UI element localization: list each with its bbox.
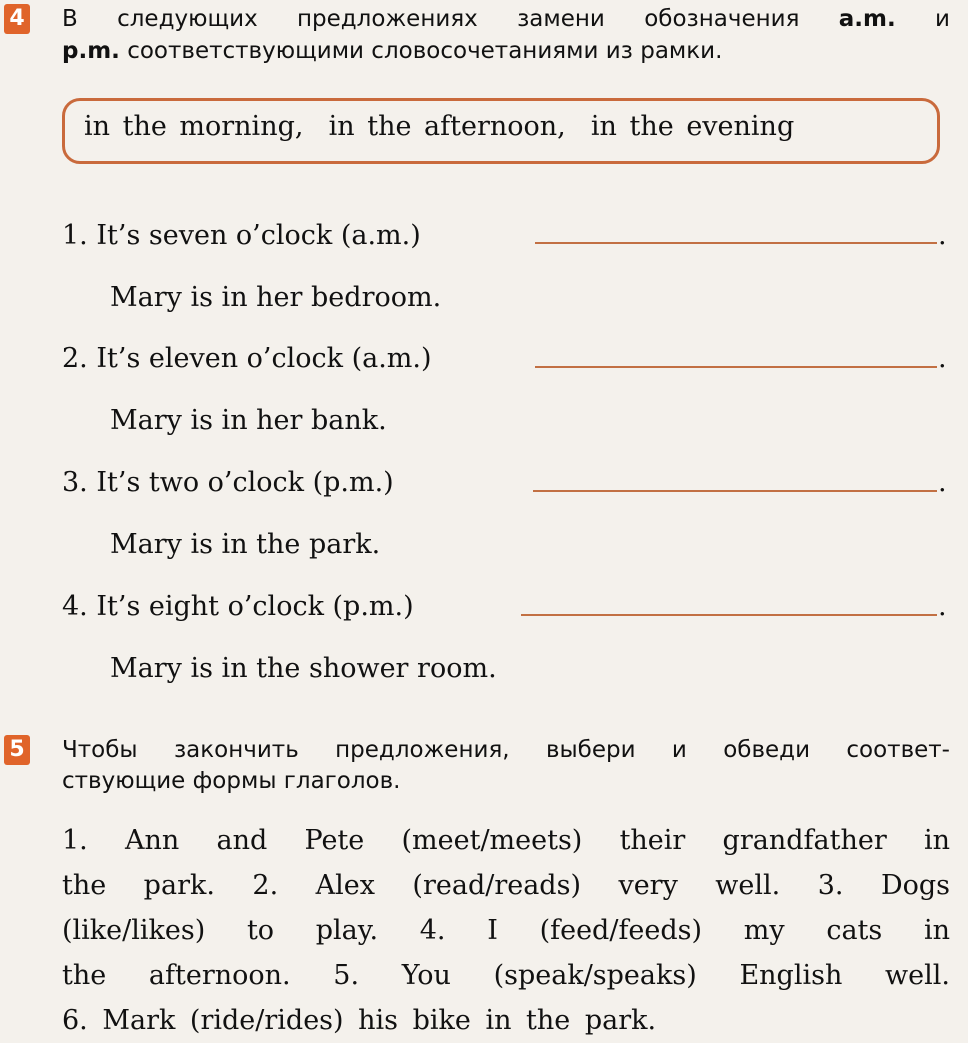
word-box-phrase-afternoon: in the afternoon, <box>328 111 566 142</box>
item-1-sentence: Mary is in her bedroom. <box>110 282 442 313</box>
item-4-period: . <box>938 591 947 622</box>
item-2-period: . <box>938 343 947 374</box>
task-5-line-2[interactable]: the park. 2. Alex (read/reads) very well. 3. Dogs <box>62 870 950 901</box>
item-4-answer-line[interactable] <box>521 614 937 616</box>
item-3-sentence: Mary is in the park. <box>110 529 381 560</box>
item-3-prompt: 3. It’s two o’clock (p.m.) <box>62 467 394 498</box>
item-2-prompt: 2. It’s eleven o’clock (a.m.) <box>62 343 432 374</box>
task-5-line-3[interactable]: (like/likes) to play. 4. I (feed/feeds) my cats in <box>62 915 950 946</box>
word-box-phrase-evening: in the evening <box>590 111 795 142</box>
item-1-prompt: 1. It’s seven o’clock (a.m.) <box>62 220 421 251</box>
task-5-instruction-line-2: ствующие формы глаголов. <box>62 768 401 794</box>
item-3-period: . <box>938 467 947 498</box>
word-box <box>84 111 934 142</box>
task-5-line-5[interactable]: 6. Mark (ride/rides) his bike in the park. <box>62 1005 657 1036</box>
task-4-number-badge: 4 <box>4 4 30 34</box>
instruction-text: В следующих предложениях замени обозначения <box>62 6 839 32</box>
task-5-line-4[interactable]: the afternoon. 5. You (speak/speaks) English well. <box>62 960 950 991</box>
task-5-paragraph <box>62 818 950 1043</box>
item-1-period: . <box>938 220 947 251</box>
item-4-prompt: 4. It’s eight o’clock (p.m.) <box>62 591 414 622</box>
task-4-instruction-line-2 <box>62 36 722 67</box>
pm-label: p.m. <box>62 38 120 64</box>
task-5-line-1[interactable]: 1. Ann and Pete (meet/meets) their grandfather in <box>62 825 950 856</box>
instruction-text: соответствующими словосочетаниями из рамки. <box>119 38 723 64</box>
item-4-sentence: Mary is in the shower room. <box>110 653 497 684</box>
item-2-answer-line[interactable] <box>535 366 937 368</box>
am-label: a.m. <box>838 6 896 32</box>
instruction-text: и <box>895 6 950 32</box>
item-2-sentence: Mary is in her bank. <box>110 405 387 436</box>
task-4-instruction-line-1 <box>62 4 950 35</box>
item-1-answer-line[interactable] <box>535 242 937 244</box>
task-5-number-badge: 5 <box>4 735 30 765</box>
item-3-answer-line[interactable] <box>533 490 937 492</box>
word-box-phrase-morning: in the morning, <box>84 111 304 142</box>
task-5-instruction-line-1: Чтобы закончить предложения, выбери и обведи соответ- <box>62 737 950 763</box>
